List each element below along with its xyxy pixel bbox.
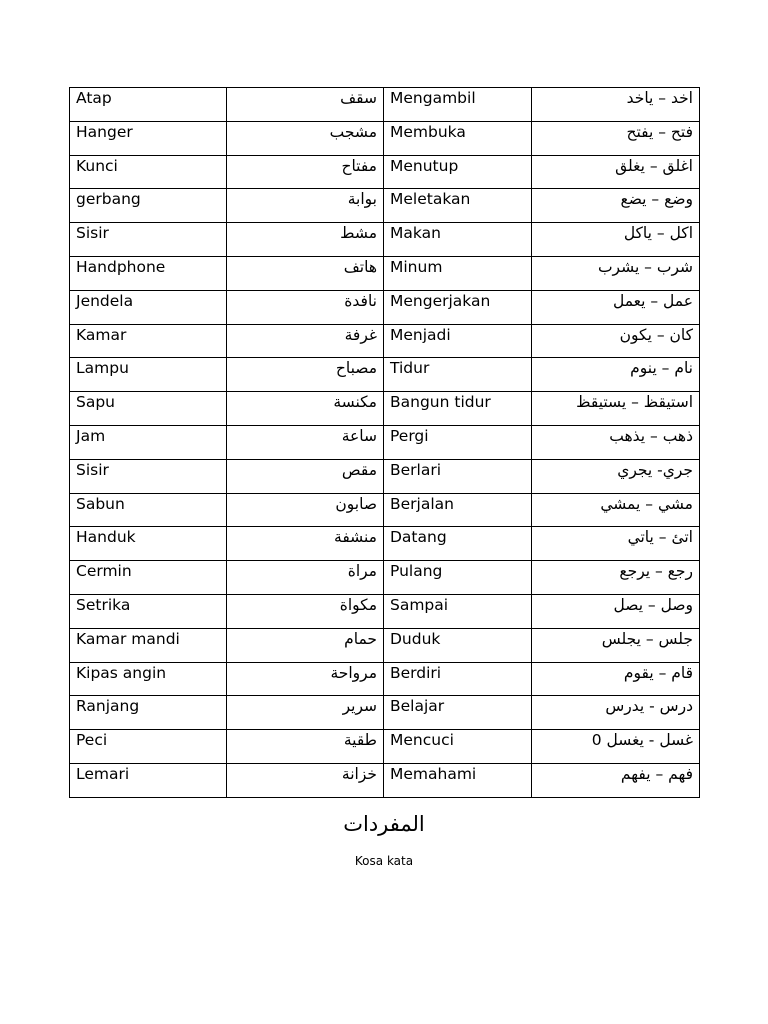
verb-indonesian-cell: Mencuci [384,730,532,764]
table-row [70,662,700,696]
noun-arabic-cell: مكنسة [227,392,384,426]
noun-arabic-cell: غرفة [227,324,384,358]
noun-indonesian-cell: Kamar mandi [70,628,227,662]
vocabulary-table-body [70,88,700,798]
table-row [70,561,700,595]
verb-arabic-cell: وصل – يصل [532,594,700,628]
verb-arabic-cell: شرب – يشرب [532,256,700,290]
table-row [70,594,700,628]
noun-arabic-cell: سقف [227,88,384,122]
verb-indonesian-cell: Memahami [384,763,532,797]
noun-arabic-cell: مرواحة [227,662,384,696]
verb-arabic-cell: عمل – يعمل [532,290,700,324]
verb-arabic-cell: غسل - يغسل 0 [532,730,700,764]
noun-arabic-cell: صابون [227,493,384,527]
noun-indonesian-cell: Ranjang [70,696,227,730]
vocabulary-table [69,87,700,798]
table-row [70,358,700,392]
verb-arabic-cell: اتئ – ياتي [532,527,700,561]
verb-indonesian-cell: Duduk [384,628,532,662]
noun-arabic-cell: حمام [227,628,384,662]
verb-indonesian-cell: Membuka [384,121,532,155]
noun-indonesian-cell: Lampu [70,358,227,392]
verb-arabic-cell: اكل – ياكل [532,223,700,257]
verb-indonesian-cell: Belajar [384,696,532,730]
noun-arabic-cell: طقية [227,730,384,764]
table-row [70,223,700,257]
noun-indonesian-cell: gerbang [70,189,227,223]
verb-arabic-cell: درس - يدرس [532,696,700,730]
table-row [70,121,700,155]
noun-indonesian-cell: Kipas angin [70,662,227,696]
noun-arabic-cell: خزانة [227,763,384,797]
verb-indonesian-cell: Meletakan [384,189,532,223]
verb-arabic-cell: جري- يجري [532,459,700,493]
noun-arabic-cell: مراة [227,561,384,595]
document-subtitle: Kosa kata [354,854,414,868]
table-row [70,696,700,730]
table-row [70,730,700,764]
noun-arabic-cell: هاتف [227,256,384,290]
verb-arabic-cell: ذهب – يذهب [532,425,700,459]
verb-arabic-cell: وضع – يضع [532,189,700,223]
verb-arabic-cell: مشي – يمشي [532,493,700,527]
noun-arabic-cell: مصباح [227,358,384,392]
verb-indonesian-cell: Minum [384,256,532,290]
verb-arabic-cell: كان – يكون [532,324,700,358]
table-row [70,88,700,122]
verb-indonesian-cell: Sampai [384,594,532,628]
verb-arabic-cell: استيقظ – يستيقظ [532,392,700,426]
table-row [70,493,700,527]
table-row [70,763,700,797]
verb-arabic-cell: فتح – يفتح [532,121,700,155]
verb-indonesian-cell: Pulang [384,561,532,595]
noun-indonesian-cell: Cermin [70,561,227,595]
verb-indonesian-cell: Bangun tidur [384,392,532,426]
table-row [70,155,700,189]
table-row [70,628,700,662]
verb-indonesian-cell: Pergi [384,425,532,459]
noun-arabic-cell: سرير [227,696,384,730]
verb-indonesian-cell: Menutup [384,155,532,189]
noun-indonesian-cell: Kunci [70,155,227,189]
noun-arabic-cell: مفتاح [227,155,384,189]
noun-indonesian-cell: Sapu [70,392,227,426]
noun-indonesian-cell: Hanger [70,121,227,155]
noun-indonesian-cell: Lemari [70,763,227,797]
noun-indonesian-cell: Setrika [70,594,227,628]
verb-indonesian-cell: Mengerjakan [384,290,532,324]
noun-indonesian-cell: Atap [70,88,227,122]
verb-indonesian-cell: Datang [384,527,532,561]
noun-indonesian-cell: Jam [70,425,227,459]
noun-arabic-cell: منشفة [227,527,384,561]
verb-indonesian-cell: Berjalan [384,493,532,527]
noun-arabic-cell: مقص [227,459,384,493]
noun-indonesian-cell: Sisir [70,223,227,257]
table-row [70,425,700,459]
noun-indonesian-cell: Sisir [70,459,227,493]
noun-indonesian-cell: Peci [70,730,227,764]
verb-arabic-cell: رجع – يرجع [532,561,700,595]
noun-arabic-cell: مكواة [227,594,384,628]
table-row [70,459,700,493]
table-row [70,290,700,324]
noun-indonesian-cell: Kamar [70,324,227,358]
verb-indonesian-cell: Berlari [384,459,532,493]
noun-indonesian-cell: Sabun [70,493,227,527]
table-row [70,527,700,561]
noun-indonesian-cell: Jendela [70,290,227,324]
verb-arabic-cell: اغلق – يغلق [532,155,700,189]
noun-arabic-cell: ساعة [227,425,384,459]
verb-arabic-cell: نام – ينوم [532,358,700,392]
noun-arabic-cell: نافدة [227,290,384,324]
table-row [70,189,700,223]
verb-indonesian-cell: Makan [384,223,532,257]
noun-arabic-cell: مشجب [227,121,384,155]
verb-arabic-cell: قام – يقوم [532,662,700,696]
document-title: المفردات [343,812,425,836]
verb-indonesian-cell: Mengambil [384,88,532,122]
table-row [70,392,700,426]
verb-arabic-cell: جلس – يجلس [532,628,700,662]
verb-indonesian-cell: Tidur [384,358,532,392]
noun-indonesian-cell: Handphone [70,256,227,290]
table-row [70,324,700,358]
noun-indonesian-cell: Handuk [70,527,227,561]
verb-indonesian-cell: Menjadi [384,324,532,358]
verb-indonesian-cell: Berdiri [384,662,532,696]
table-row [70,256,700,290]
verb-arabic-cell: اخد – ياخد [532,88,700,122]
noun-arabic-cell: مشط [227,223,384,257]
noun-arabic-cell: بوابة [227,189,384,223]
verb-arabic-cell: فهم – يفهم [532,763,700,797]
